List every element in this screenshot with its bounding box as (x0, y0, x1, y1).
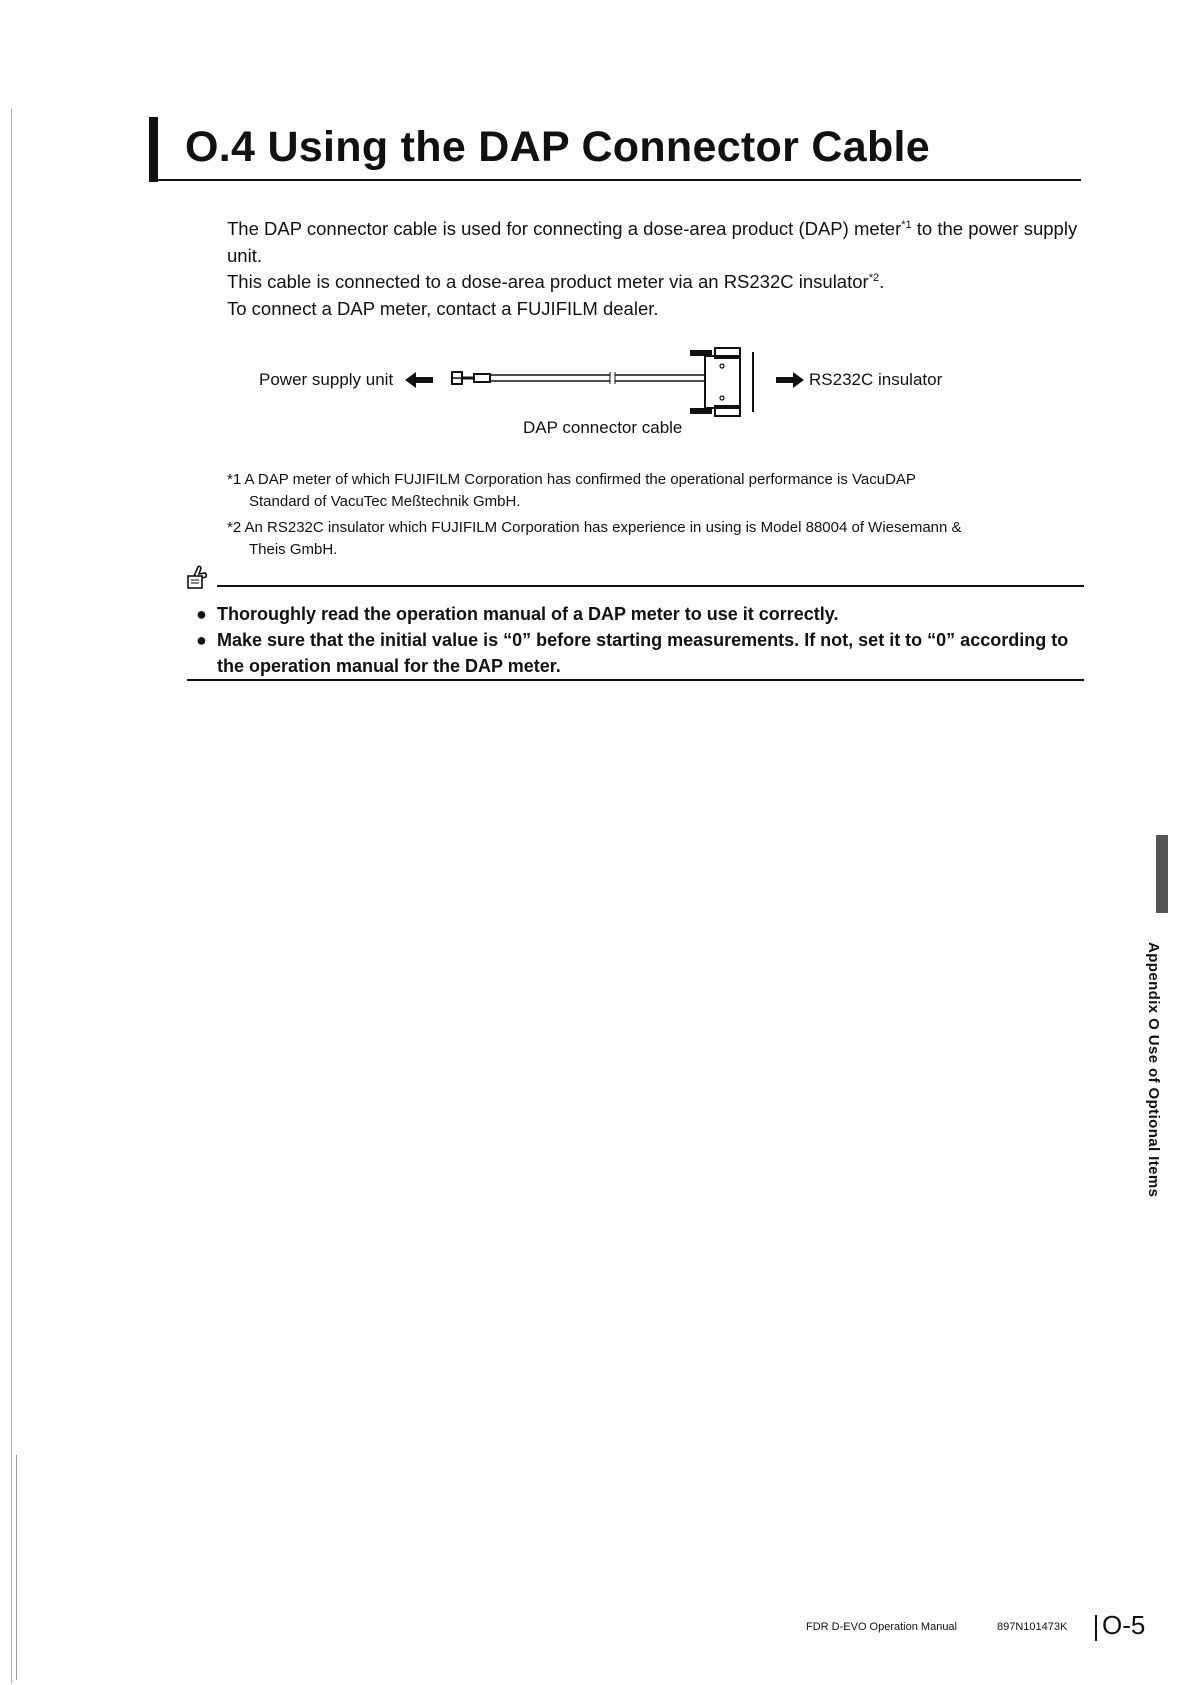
footnote-2 (227, 517, 1087, 560)
dap-cable-illustration (450, 342, 760, 422)
footnote-ref: *2 (868, 271, 880, 284)
footnote-text: Theis GmbH. (249, 540, 338, 558)
bullet-icon: ● (196, 604, 207, 624)
scan-edge-line (11, 108, 12, 1683)
intro-text: This cable is connected to a dose-area product meter via an RS232C insulator (227, 271, 869, 292)
heading-bar (149, 117, 158, 182)
footnote-1 (227, 469, 1087, 512)
footnote-text: *2 An RS232C insulator which FUJIFILM Corporation has experience in using is Model 88004 of Wiesemann & (227, 519, 962, 536)
note-rule-bottom (187, 679, 1084, 681)
arrow-left-icon (405, 370, 435, 390)
note-list (196, 601, 1076, 679)
note-text: Make sure that the initial value is “0” before starting measurements. If not, set it to “0” according to the operation manual for the DAP meter. (217, 630, 1069, 676)
arrow-right-icon (776, 370, 806, 390)
intro-paragraph (227, 216, 1087, 322)
note-rule-top (217, 585, 1084, 587)
note-item (196, 627, 1076, 679)
footer-doc-code: 897N101473K (997, 1621, 1068, 1633)
page-title: O.4 Using the DAP Connector Cable (185, 123, 930, 171)
intro-text: . (879, 271, 885, 292)
bullet-icon: ● (196, 630, 207, 650)
side-tab-marker (1156, 835, 1168, 913)
page-number: O-5 (1102, 1610, 1146, 1640)
scan-edge-line (16, 1455, 17, 1680)
intro-text: to the power supply unit. (227, 218, 1078, 266)
intro-line-2 (227, 269, 1087, 296)
side-tab-label: Appendix O Use of Optional Items (1145, 942, 1162, 1198)
intro-text: The DAP connector cable is used for connecting a dose-area product (DAP) meter (227, 218, 902, 239)
power-supply-label: Power supply unit (259, 370, 394, 389)
footer-separator (1095, 1615, 1097, 1641)
heading-rule (149, 179, 1081, 181)
footnote-text: Standard of VacuTec Meßtechnik GmbH. (249, 492, 521, 510)
hand-note-icon (186, 564, 208, 590)
diagram-caption: DAP connector cable (523, 418, 683, 437)
footnote-text: *1 A DAP meter of which FUJIFILM Corporation has confirmed the operational performance is VacuDAP (227, 471, 916, 488)
footnote-ref: *1 (901, 218, 912, 231)
intro-line-1 (227, 216, 1087, 269)
rs232c-insulator-label: RS232C insulator (809, 370, 943, 389)
note-text: Thoroughly read the operation manual of a DAP meter to use it correctly. (217, 604, 839, 624)
note-item (196, 601, 1076, 627)
footer-manual-title: FDR D-EVO Operation Manual (806, 1621, 957, 1633)
intro-line-3: To connect a DAP meter, contact a FUJIFILM dealer. (227, 297, 659, 319)
